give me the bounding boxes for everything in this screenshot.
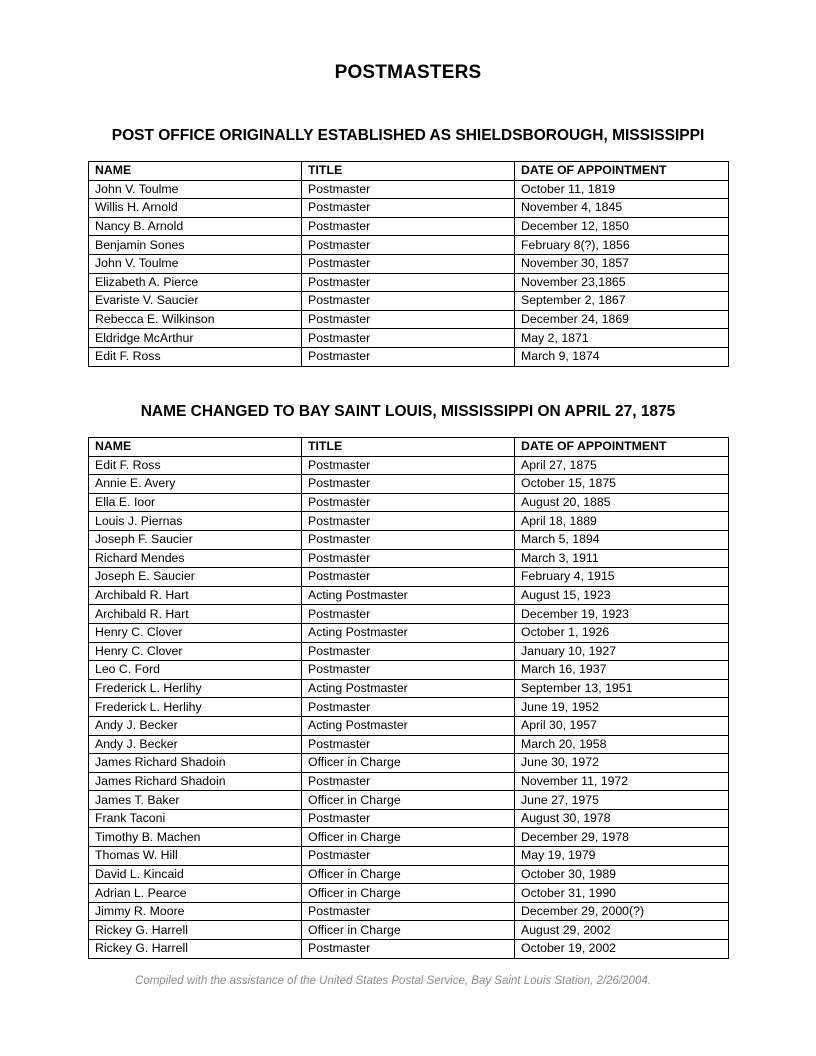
table-row bbox=[89, 679, 729, 698]
table-row bbox=[89, 791, 729, 810]
page-title: POSTMASTERS bbox=[334, 62, 482, 83]
cell-title: Officer in Charge bbox=[302, 921, 515, 940]
cell-title: Postmaster bbox=[302, 661, 515, 680]
table-row bbox=[89, 698, 729, 717]
cell-date: March 9, 1874 bbox=[515, 347, 729, 366]
cell-title: Officer in Charge bbox=[302, 754, 515, 773]
cell-date: June 27, 1975 bbox=[515, 791, 729, 810]
cell-name: Ella E. Ioor bbox=[89, 493, 302, 512]
cell-title: Postmaster bbox=[302, 568, 515, 587]
cell-name: Jimmy R. Moore bbox=[89, 902, 302, 921]
table-row bbox=[89, 940, 729, 959]
cell-name: Joseph E. Saucier bbox=[89, 568, 302, 587]
table-header-row bbox=[89, 162, 729, 181]
table-row bbox=[89, 549, 729, 568]
cell-name: Louis J. Piernas bbox=[89, 512, 302, 531]
table-header-row bbox=[89, 438, 729, 457]
cell-title: Postmaster bbox=[302, 735, 515, 754]
section-heading-shieldsborough: POST OFFICE ORIGINALLY ESTABLISHED AS SHIELDSBOROUGH, MISSISSIPPI bbox=[111, 127, 705, 144]
cell-title: Postmaster bbox=[302, 273, 515, 292]
cell-date: May 19, 1979 bbox=[515, 847, 729, 866]
table-row bbox=[89, 772, 729, 791]
cell-title: Officer in Charge bbox=[302, 884, 515, 903]
footer-note: Compiled with the assistance of the United States Postal Service, Bay Saint Louis Station, 2/26/2004. bbox=[135, 975, 651, 987]
cell-name: James Richard Shadoin bbox=[89, 772, 302, 791]
table-row bbox=[89, 310, 729, 329]
cell-title: Acting Postmaster bbox=[302, 716, 515, 735]
column-header-name: NAME bbox=[89, 162, 302, 181]
cell-date: September 13, 1951 bbox=[515, 679, 729, 698]
cell-date: June 19, 1952 bbox=[515, 698, 729, 717]
cell-name: Adrian L. Pearce bbox=[89, 884, 302, 903]
column-header-title: TITLE bbox=[302, 438, 515, 457]
cell-date: May 2, 1871 bbox=[515, 329, 729, 348]
table-row bbox=[89, 642, 729, 661]
cell-title: Officer in Charge bbox=[302, 865, 515, 884]
cell-name: Richard Mendes bbox=[89, 549, 302, 568]
table-row bbox=[89, 530, 729, 549]
table-row bbox=[89, 623, 729, 642]
cell-name: Edit F. Ross bbox=[89, 456, 302, 475]
cell-date: October 30, 1989 bbox=[515, 865, 729, 884]
cell-date: August 15, 1923 bbox=[515, 586, 729, 605]
cell-name: Andy J. Becker bbox=[89, 735, 302, 754]
table-row bbox=[89, 865, 729, 884]
cell-title: Postmaster bbox=[302, 530, 515, 549]
cell-name: Frederick L. Herlihy bbox=[89, 698, 302, 717]
cell-date: February 4, 1915 bbox=[515, 568, 729, 587]
cell-date: October 31, 1990 bbox=[515, 884, 729, 903]
cell-title: Postmaster bbox=[302, 809, 515, 828]
cell-date: August 20, 1885 bbox=[515, 493, 729, 512]
cell-date: August 29, 2002 bbox=[515, 921, 729, 940]
table-row bbox=[89, 828, 729, 847]
cell-date: January 10, 1927 bbox=[515, 642, 729, 661]
cell-title: Acting Postmaster bbox=[302, 623, 515, 642]
cell-title: Postmaster bbox=[302, 329, 515, 348]
section-heading-bay-saint-louis: NAME CHANGED TO BAY SAINT LOUIS, MISSISSIPPI ON APRIL 27, 1875 bbox=[140, 403, 676, 420]
cell-title: Postmaster bbox=[302, 217, 515, 236]
column-header-date: DATE OF APPOINTMENT bbox=[515, 162, 729, 181]
cell-title: Postmaster bbox=[302, 772, 515, 791]
cell-date: November 23,1865 bbox=[515, 273, 729, 292]
cell-name: Thomas W. Hill bbox=[89, 847, 302, 866]
table-row bbox=[89, 254, 729, 273]
cell-name: Leo C. Ford bbox=[89, 661, 302, 680]
cell-date: October 19, 2002 bbox=[515, 940, 729, 959]
table-row bbox=[89, 347, 729, 366]
table-row bbox=[89, 273, 729, 292]
cell-date: March 16, 1937 bbox=[515, 661, 729, 680]
cell-date: March 3, 1911 bbox=[515, 549, 729, 568]
cell-name: Archibald R. Hart bbox=[89, 605, 302, 624]
table-row bbox=[89, 180, 729, 199]
cell-date: October 11, 1819 bbox=[515, 180, 729, 199]
cell-date: October 15, 1875 bbox=[515, 475, 729, 494]
cell-title: Postmaster bbox=[302, 254, 515, 273]
cell-name: Eldridge McArthur bbox=[89, 329, 302, 348]
table-row bbox=[89, 661, 729, 680]
cell-date: November 4, 1845 bbox=[515, 199, 729, 218]
table-row bbox=[89, 809, 729, 828]
cell-name: Archibald R. Hart bbox=[89, 586, 302, 605]
cell-date: June 30, 1972 bbox=[515, 754, 729, 773]
cell-title: Postmaster bbox=[302, 292, 515, 311]
cell-date: February 8(?), 1856 bbox=[515, 236, 729, 255]
table-row bbox=[89, 199, 729, 218]
cell-date: September 2, 1867 bbox=[515, 292, 729, 311]
cell-name: Edit F. Ross bbox=[89, 347, 302, 366]
cell-date: April 18, 1889 bbox=[515, 512, 729, 531]
cell-title: Postmaster bbox=[302, 493, 515, 512]
column-header-date: DATE OF APPOINTMENT bbox=[515, 438, 729, 457]
cell-name: Joseph F. Saucier bbox=[89, 530, 302, 549]
cell-title: Postmaster bbox=[302, 549, 515, 568]
cell-title: Postmaster bbox=[302, 475, 515, 494]
cell-name: Willis H. Arnold bbox=[89, 199, 302, 218]
cell-name: Annie E. Avery bbox=[89, 475, 302, 494]
cell-date: December 29, 2000(?) bbox=[515, 902, 729, 921]
cell-name: Andy J. Becker bbox=[89, 716, 302, 735]
cell-name: David L. Kincaid bbox=[89, 865, 302, 884]
cell-title: Postmaster bbox=[302, 180, 515, 199]
cell-date: December 24, 1869 bbox=[515, 310, 729, 329]
table-row bbox=[89, 329, 729, 348]
cell-name: James Richard Shadoin bbox=[89, 754, 302, 773]
table-row bbox=[89, 586, 729, 605]
table-row bbox=[89, 921, 729, 940]
cell-date: December 12, 1850 bbox=[515, 217, 729, 236]
table-row bbox=[89, 902, 729, 921]
cell-name: John V. Toulme bbox=[89, 254, 302, 273]
table-row bbox=[89, 493, 729, 512]
postmasters-table-bay-saint-louis bbox=[88, 437, 729, 959]
cell-title: Postmaster bbox=[302, 605, 515, 624]
cell-name: Evariste V. Saucier bbox=[89, 292, 302, 311]
cell-date: December 29, 1978 bbox=[515, 828, 729, 847]
cell-name: Rickey G. Harrell bbox=[89, 921, 302, 940]
cell-name: Frank Taconi bbox=[89, 809, 302, 828]
cell-name: James T. Baker bbox=[89, 791, 302, 810]
cell-name: Rickey G. Harrell bbox=[89, 940, 302, 959]
cell-name: Timothy B. Machen bbox=[89, 828, 302, 847]
table-row bbox=[89, 754, 729, 773]
cell-name: Frederick L. Herlihy bbox=[89, 679, 302, 698]
cell-date: March 5, 1894 bbox=[515, 530, 729, 549]
table-row bbox=[89, 735, 729, 754]
cell-title: Postmaster bbox=[302, 456, 515, 475]
cell-title: Postmaster bbox=[302, 902, 515, 921]
table-row bbox=[89, 292, 729, 311]
cell-date: March 20, 1958 bbox=[515, 735, 729, 754]
cell-name: Rebecca E. Wilkinson bbox=[89, 310, 302, 329]
cell-name: Henry C. Clover bbox=[89, 642, 302, 661]
table-row bbox=[89, 716, 729, 735]
cell-date: August 30, 1978 bbox=[515, 809, 729, 828]
cell-name: Benjamin Sones bbox=[89, 236, 302, 255]
cell-title: Acting Postmaster bbox=[302, 586, 515, 605]
cell-title: Postmaster bbox=[302, 698, 515, 717]
cell-name: Nancy B. Arnold bbox=[89, 217, 302, 236]
cell-title: Postmaster bbox=[302, 236, 515, 255]
table-row bbox=[89, 456, 729, 475]
table-row bbox=[89, 217, 729, 236]
table-row bbox=[89, 236, 729, 255]
cell-date: December 19, 1923 bbox=[515, 605, 729, 624]
cell-title: Acting Postmaster bbox=[302, 679, 515, 698]
table-row bbox=[89, 512, 729, 531]
postmasters-table-shieldsborough bbox=[88, 161, 729, 367]
cell-title: Postmaster bbox=[302, 199, 515, 218]
cell-title: Postmaster bbox=[302, 940, 515, 959]
cell-title: Postmaster bbox=[302, 512, 515, 531]
cell-date: April 30, 1957 bbox=[515, 716, 729, 735]
cell-date: October 1, 1926 bbox=[515, 623, 729, 642]
table-row bbox=[89, 475, 729, 494]
cell-date: November 11, 1972 bbox=[515, 772, 729, 791]
cell-name: Elizabeth A. Pierce bbox=[89, 273, 302, 292]
cell-date: April 27, 1875 bbox=[515, 456, 729, 475]
table-row bbox=[89, 847, 729, 866]
table-row bbox=[89, 884, 729, 903]
column-header-name: NAME bbox=[89, 438, 302, 457]
cell-title: Postmaster bbox=[302, 310, 515, 329]
cell-title: Officer in Charge bbox=[302, 791, 515, 810]
cell-title: Postmaster bbox=[302, 642, 515, 661]
cell-title: Officer in Charge bbox=[302, 828, 515, 847]
table-row bbox=[89, 605, 729, 624]
cell-title: Postmaster bbox=[302, 347, 515, 366]
cell-date: November 30, 1857 bbox=[515, 254, 729, 273]
cell-title: Postmaster bbox=[302, 847, 515, 866]
column-header-title: TITLE bbox=[302, 162, 515, 181]
cell-name: John V. Toulme bbox=[89, 180, 302, 199]
cell-name: Henry C. Clover bbox=[89, 623, 302, 642]
table-row bbox=[89, 568, 729, 587]
